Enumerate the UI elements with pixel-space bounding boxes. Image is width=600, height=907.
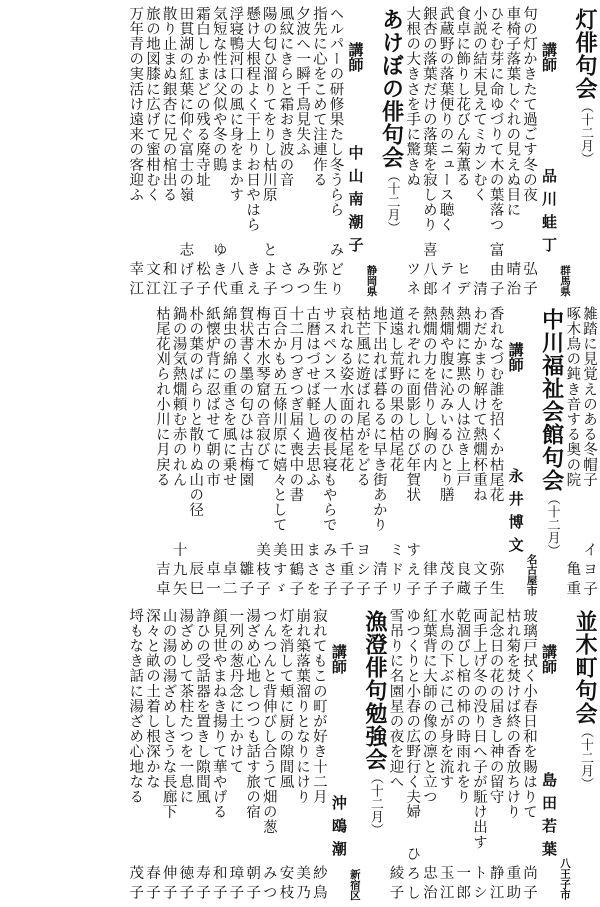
haiku-text: 深々と畝の土着し根深かな: [143, 608, 160, 790]
group-month: （十二月）: [578, 100, 593, 165]
haiku-column: [486, 606, 503, 904]
group-name: 中川福祉会館句会: [538, 308, 565, 492]
haiku-column: [419, 4, 436, 300]
haiku-text: 熱燗の力を借りし胸の内: [420, 306, 437, 473]
haiku-text: 熱燗に寡黙の人は泣き上戸: [454, 306, 471, 488]
haiku-author: 千重子: [337, 541, 354, 600]
haiku-text: 食卓に飾りし花びん菊薫る: [454, 6, 471, 188]
haiku-author: イヨ子: [581, 541, 597, 600]
haiku-author: 志げ子: [177, 241, 194, 300]
group-place-text: 八王子市: [559, 858, 571, 900]
teacher-name: 永井博文: [506, 468, 525, 560]
haiku-author: 文江: [143, 261, 160, 300]
haiku-author: 幸江: [127, 261, 144, 300]
haiku-text: 水鳥の下ぶに己が身を流す: [437, 608, 454, 790]
haiku-text: 道遠し荒野の果の枯尾花: [387, 306, 404, 473]
group-place: [363, 4, 377, 300]
haiku-author: 綾子: [387, 865, 404, 904]
teacher-label: 講師: [540, 644, 558, 674]
haiku-text: 百合かもめ五條川原に嬉々として: [270, 306, 287, 533]
haiku-author: 伸子: [160, 865, 177, 904]
haiku-column: [276, 4, 293, 300]
haiku-text: 湯ざめして茶柱たつを一息に: [177, 608, 194, 805]
haiku-text: 雪吊りに名園星の夜を迎へ: [387, 608, 404, 790]
haiku-column: [579, 304, 596, 600]
group-title: [537, 304, 563, 600]
teacher-line: [503, 304, 523, 600]
haiku-column: [486, 4, 503, 300]
haiku-column: [436, 606, 453, 904]
haiku-text: 旅の地図膝に広げて蜜柑むく: [143, 6, 160, 203]
haiku-author: トシ: [470, 865, 487, 904]
haiku-column: [436, 304, 453, 600]
haiku-text: 埒もなき話に湯ざめ心地なる: [127, 608, 144, 805]
haiku-author: 卓一: [203, 561, 220, 600]
haiku-column: [126, 606, 143, 904]
haiku-author: ひろし: [404, 845, 421, 904]
haiku-column: [326, 4, 343, 300]
haiku-text: それぞれに面影しのび年賀状: [404, 306, 421, 503]
haiku-author: 寿子: [194, 865, 210, 904]
haiku-author: 美枝子: [254, 541, 270, 600]
haiku-text: 寂れてもこの町が好き十二月: [310, 608, 327, 805]
haiku-text: 銀杏の落葉だけの落葉を寂しめり: [420, 6, 437, 233]
haiku-author: 和子: [210, 865, 227, 904]
haiku-text: 気短な性は父似や冬の鵙: [210, 6, 227, 173]
teacher-name: 島田若葉: [540, 772, 558, 864]
haiku-author: 尚子: [521, 865, 537, 904]
haiku-author: ヨシ子: [354, 541, 371, 600]
haiku-text: 一列の葱丹念に土かけて: [227, 608, 244, 775]
haiku-text: ヘルパーの研修果たし冬うらら: [327, 6, 344, 218]
haiku-author: テイ: [437, 261, 454, 300]
haiku-column: [336, 304, 353, 600]
haiku-author: 良蔵: [454, 561, 471, 600]
haiku-author: きえ: [244, 261, 261, 300]
haiku-text: 崩れ築落葉溜りとなりにけり: [294, 608, 311, 805]
haiku-column: [209, 606, 226, 904]
haiku-column: [503, 4, 520, 300]
haiku-author: 弥生: [310, 261, 327, 300]
haiku-column: [469, 304, 486, 600]
haiku-text: 句の灯かきたて過ごす冬の夜: [521, 6, 537, 203]
band-top: [0, 4, 600, 300]
haiku-column: [192, 606, 209, 904]
haiku-text: 田貫湖の紅葉に仰ぐ富士の嶺: [177, 6, 194, 203]
haiku-text: 湯ざめ心地しつつも話す旅の宿: [244, 608, 261, 820]
haiku-author: 卓二: [220, 561, 237, 600]
haiku-author: ミドリ: [387, 541, 404, 600]
haiku-author: 美すゞ: [270, 541, 287, 600]
haiku-text: 哀れなる姿水面の枯尾花: [337, 306, 354, 473]
haiku-text: 地下出れば暮るるに早き街あかり: [370, 306, 387, 533]
haiku-column: [159, 606, 176, 904]
haiku-author: 清: [470, 280, 487, 300]
haiku-column: [252, 304, 269, 600]
group-name: あけぼの俳句会: [378, 8, 405, 169]
haiku-column: [259, 606, 276, 904]
teacher-label: 講師: [506, 342, 525, 372]
haiku-author: 十九矢: [170, 541, 187, 600]
group-month: （十二月）: [384, 169, 400, 234]
haiku-text: 万年青の実活け遠来の客迎ふ: [127, 6, 144, 203]
haiku-text: 陽の匂ひ溜りてをりし枯川原: [260, 6, 277, 203]
haiku-text: 記念日の花の届きし神の留守: [487, 608, 504, 805]
haiku-column: [403, 606, 420, 904]
group-name: 灯俳句会: [572, 8, 598, 100]
haiku-column: [309, 4, 326, 300]
teacher-label: 講師: [540, 42, 558, 72]
haiku-text: 枯芒風に遊ばれ尾がをどる: [354, 306, 371, 488]
haiku-column: [563, 304, 580, 600]
haiku-author: さつ: [277, 261, 294, 300]
band-middle: [0, 304, 600, 600]
group-place-text: 名古屋市: [525, 554, 538, 596]
group-place: [346, 606, 360, 904]
haiku-author: 美乃: [294, 865, 311, 904]
haiku-text: つんつんと背伸びし合うて畑の葱: [260, 608, 277, 835]
haiku-text: 古暦はづせば軽し過去思ふ: [304, 306, 321, 488]
group-month: （十二月）: [578, 725, 593, 790]
haiku-author: 文子: [470, 561, 487, 600]
haiku-column: [469, 606, 486, 904]
haiku-author: 静江: [487, 865, 504, 904]
haiku-text: 灯を消して頬に厨の隙間風: [277, 608, 294, 790]
haiku-text: わだかまり解けて熱燗杯重ね: [470, 306, 487, 503]
haiku-column: [292, 4, 309, 300]
haiku-author: 松子: [194, 261, 210, 300]
haiku-column: [453, 304, 470, 600]
haiku-author: 辰巳: [187, 561, 204, 600]
haiku-column: [319, 304, 336, 600]
haiku-author: 田鶴子: [287, 541, 304, 600]
haiku-text: 枯尾花刈られ小川に月戻る: [153, 306, 170, 488]
haiku-text: 朴の葉のばらりと散りぬ山の径: [187, 306, 204, 518]
haiku-column: [503, 606, 520, 904]
haiku-column: [302, 304, 319, 600]
haiku-column: [226, 4, 243, 300]
haiku-author: 雛子: [237, 561, 254, 600]
haiku-author: 茂子: [127, 865, 144, 904]
haiku-author: まさを: [304, 541, 321, 600]
group-title: [377, 4, 403, 300]
haiku-text: 枯れ菊を焚けば終の香放ちけり: [504, 608, 521, 820]
teacher-label: 講師: [329, 644, 348, 674]
haiku-author: 紗鳥: [310, 865, 327, 904]
haiku-text: 玻璃戸拭く小春日和を賜はりて: [521, 608, 537, 820]
haiku-author: 忠治: [420, 865, 437, 904]
haiku-column: [469, 4, 486, 300]
haiku-column: [386, 606, 403, 904]
haiku-author: みつ: [260, 865, 277, 904]
haiku-author: 玉江: [437, 865, 454, 904]
haiku-column: [292, 606, 309, 904]
haiku-text: 顔見世やまねき揚りて華やげる: [210, 608, 227, 820]
haiku-text: 散り止まぬ銀杏に兄の棺出る: [160, 6, 177, 203]
haiku-text: 武蔵野の落葉便りのニュース聴く: [437, 6, 454, 233]
haiku-author: 茂子: [437, 561, 454, 600]
haiku-text: ひそむ芽に命ゆづりて木の葉落つ: [487, 6, 504, 233]
haiku-column: [159, 4, 176, 300]
haiku-text: 山の湯の湯ざめしさうな長廊下: [160, 608, 177, 820]
haiku-column: [386, 304, 403, 600]
haiku-author: みどり: [327, 241, 344, 300]
haiku-author: 春子: [143, 865, 160, 904]
haiku-text: 風紋にきらと霜おき波の音: [277, 6, 294, 188]
teacher-line: [343, 4, 363, 300]
haiku-author: 弥生: [487, 561, 504, 600]
haiku-column: [226, 606, 243, 904]
haiku-column: [202, 304, 219, 600]
haiku-text: 紅葉背に大師の像の凛と立つ: [420, 608, 437, 805]
haiku-author: 徳子: [177, 865, 194, 904]
haiku-text: 啄木鳥の鈍き音する奥の院: [564, 306, 581, 488]
haiku-author: 喜八郎: [420, 241, 437, 300]
haiku-column: [453, 606, 470, 904]
group-place: [556, 4, 570, 300]
haiku-author: みつ: [294, 261, 311, 300]
haiku-text: 賀状書く墨の匂ひは古梅園: [237, 306, 254, 488]
haiku-text: 綿虫の綿の重さを風に乗せ: [220, 306, 237, 488]
haiku-text: ゆつくりと小春の広野行く夫婦: [404, 608, 421, 820]
teacher-label: 講師: [346, 42, 365, 72]
haiku-author: 清子: [370, 561, 387, 600]
haiku-column: [419, 606, 436, 904]
haiku-text: 梅古木水琴窟の音寂びて: [254, 306, 270, 473]
teacher-name: 中山南潮子: [346, 145, 365, 260]
haiku-author: 晴治: [504, 261, 521, 300]
haiku-column: [142, 4, 159, 300]
haiku-author: 安枝: [277, 865, 294, 904]
teacher-line: [326, 606, 346, 904]
haiku-author: 朝子: [244, 865, 261, 904]
haiku-column: [192, 4, 209, 300]
haiku-author: ヒデ: [454, 261, 471, 300]
teacher-name: 品川蛙丁: [540, 168, 558, 260]
haiku-text: 車椅子落葉しぐれの見えぬ目に: [504, 6, 521, 218]
haiku-author: みさ子: [320, 541, 337, 600]
haiku-column: [352, 304, 369, 600]
haiku-column: [519, 4, 536, 300]
haiku-text: 霜白しかまどの残る廃寺址: [194, 6, 210, 188]
haiku-column: [176, 4, 193, 300]
haiku-text: 鍋の湯気熱燗頼む赤のれん: [170, 306, 187, 488]
haiku-text: 熱燗や腹に沁みいるひとり膳: [437, 306, 454, 503]
haiku-text: 諍ひの受話器を置きし隙間風: [194, 608, 210, 805]
haiku-column: [209, 4, 226, 300]
group-place-text: 新宿区: [348, 868, 361, 900]
haiku-text: 小説の結末見えてミカンむく: [470, 6, 487, 203]
haiku-column: [419, 304, 436, 600]
group-name: 並木町句会: [572, 610, 598, 725]
group-place: [556, 606, 570, 904]
group-place-text: 群馬県: [559, 264, 571, 296]
haiku-author: 和江: [160, 261, 177, 300]
haiku-column: [169, 304, 186, 600]
haiku-text: 大根の大きさを手に驚きぬ: [404, 6, 421, 188]
group-title: [570, 4, 596, 300]
haiku-column: [403, 4, 420, 300]
haiku-text: 浮寝鴨河口の風に身をまかす: [227, 6, 244, 203]
haiku-column: [403, 304, 420, 600]
teacher-line: [536, 606, 556, 904]
group-title: [570, 606, 596, 904]
haiku-author: 亀重: [564, 561, 581, 600]
band-bottom: [0, 606, 600, 904]
haiku-text: サスペンス一人の夜長寝もやらで: [320, 306, 337, 533]
haiku-column: [126, 4, 143, 300]
haiku-text: 十二月つぎつぎ届く喪中の書: [287, 306, 304, 503]
haiku-author: 律子: [420, 561, 437, 600]
haiku-author: 弘子: [521, 261, 537, 300]
haiku-column: [236, 304, 253, 600]
haiku-column: [276, 606, 293, 904]
haiku-text: 香れなづむ誰を招くか枯尾花: [487, 306, 504, 503]
haiku-column: [309, 606, 326, 904]
haiku-column: [152, 304, 169, 600]
haiku-author: 八重: [227, 261, 244, 300]
teacher-name: 沖鴎潮: [329, 795, 348, 864]
haiku-column: [219, 304, 236, 600]
haiku-author: 一郎: [454, 865, 471, 904]
haiku-column: [453, 4, 470, 300]
haiku-column: [176, 606, 193, 904]
teacher-line: [536, 4, 556, 300]
haiku-author: 吉卓: [153, 561, 170, 600]
haiku-column: [242, 606, 259, 904]
haiku-column: [436, 4, 453, 300]
haiku-text: 両手上げ冬の没り日へ子が駈け出す: [470, 608, 487, 850]
group-name: 漁澄俳句勉強会: [361, 610, 388, 771]
haiku-column: [142, 606, 159, 904]
haiku-author: 重助: [504, 865, 521, 904]
haiku-author: 富由子: [487, 241, 504, 300]
haiku-text: 夕波へ一瞬千鳥見失ふ: [294, 6, 311, 157]
haiku-column: [519, 606, 536, 904]
group-title: [360, 606, 386, 904]
haiku-column: [186, 304, 203, 600]
haiku-column: [286, 304, 303, 600]
haiku-column: [369, 304, 386, 600]
group-month: （十二月）: [367, 771, 383, 836]
haiku-author: ツネ: [404, 261, 421, 300]
haiku-author: ゆき代: [210, 241, 227, 300]
haiku-text: 懸け大根程よく干上りお日やはら: [244, 6, 261, 233]
haiku-author: とよ子: [260, 241, 277, 300]
haiku-text: 紙懐炉背に忍ばせて朝の市: [203, 306, 220, 488]
group-place-text: 静岡県: [365, 264, 378, 296]
haiku-text: 乾涸びし棺の柿の時雨れをり: [454, 608, 471, 805]
haiku-author: 璋子: [227, 865, 244, 904]
haiku-text: 指先に心をこめて注連作る: [310, 6, 327, 188]
group-place: [523, 304, 537, 600]
haiku-column: [242, 4, 259, 300]
haiku-column: [269, 304, 286, 600]
group-month: （十二月）: [544, 492, 560, 557]
haiku-column: [486, 304, 503, 600]
haiku-text: 雑踏に見覚えのある冬帽子: [581, 306, 597, 488]
haiku-author: すえ子: [404, 541, 421, 600]
haiku-column: [259, 4, 276, 300]
